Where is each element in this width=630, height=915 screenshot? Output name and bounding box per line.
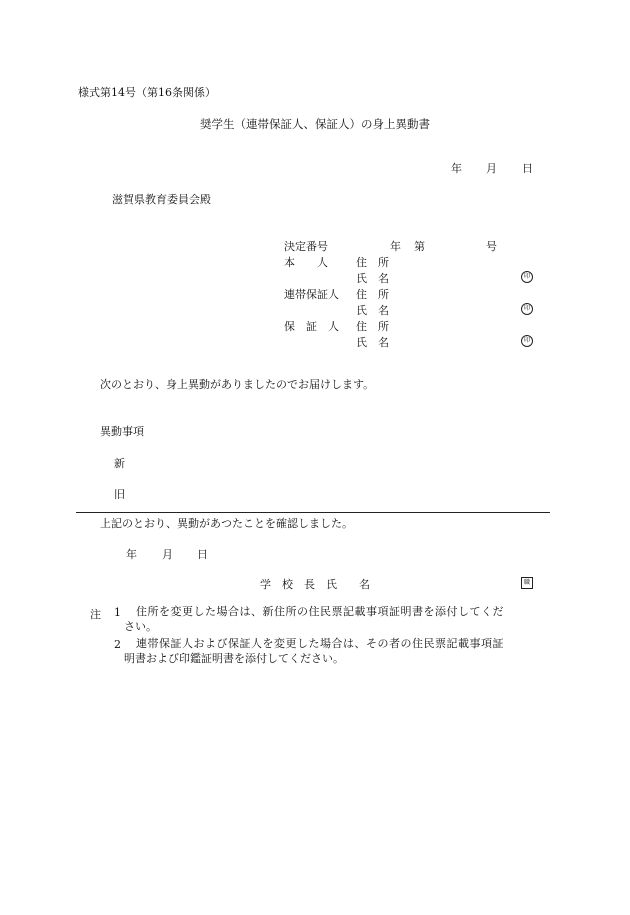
decision-dai: 第	[414, 240, 425, 253]
party-joint-name: 氏 名	[356, 304, 389, 317]
confirm-day: 日	[197, 548, 208, 561]
notes-label: 注	[90, 608, 101, 621]
form-label: 様式第14号（第16条関係）	[78, 86, 216, 99]
note-1-line2: さい。	[124, 620, 157, 633]
date-year: 年	[451, 162, 462, 175]
document-title: 奨学生（連帯保証人、保証人）の身上異動書	[200, 117, 430, 131]
party-self-name: 氏 名	[356, 272, 389, 285]
separator-line	[76, 512, 550, 513]
principal-name: 学 校 長 氏 名	[260, 578, 370, 591]
confirm-year: 年	[126, 548, 137, 561]
statement: 次のとおり、身上異動がありましたのでお届けします。	[100, 378, 375, 391]
note-2-number: 2	[114, 638, 121, 651]
seal-mark-icon: 印	[521, 335, 533, 347]
decision-go: 号	[486, 240, 497, 253]
official-seal-icon: 職	[521, 577, 533, 589]
seal-mark-icon: 印	[521, 271, 533, 283]
party-guarantor-address: 住 所	[356, 320, 389, 333]
note-2-line2: 明書および印鑑証明書を添付してください。	[124, 652, 344, 665]
date-month: 月	[486, 162, 497, 175]
change-old: 旧	[114, 488, 125, 501]
date-day: 日	[522, 162, 533, 175]
party-guarantor-name: 氏 名	[356, 336, 389, 349]
party-joint-label: 連帯保証人	[284, 288, 339, 301]
decision-year: 年	[390, 240, 401, 253]
confirm-month: 月	[162, 548, 173, 561]
note-1-number: 1	[114, 606, 121, 619]
confirm-text: 上記のとおり、異動があつたことを確認しました。	[100, 517, 353, 530]
party-self-address: 住 所	[356, 256, 389, 269]
party-guarantor-label: 保 証 人	[284, 320, 339, 333]
note-2-line1: 連帯保証人および保証人を変更した場合は、その者の住民票記載事項証	[136, 637, 504, 650]
change-new: 新	[114, 457, 125, 470]
party-joint-address: 住 所	[356, 288, 389, 301]
addressee: 滋賀県教育委員会殿	[112, 193, 211, 206]
change-heading: 異動事項	[100, 425, 144, 438]
seal-mark-icon: 印	[521, 303, 533, 315]
party-self-label: 本 人	[284, 256, 328, 269]
decision-label: 決定番号	[284, 240, 328, 253]
note-1-line1: 住所を変更した場合は、新住所の住民票記載事項証明書を添付してくだ	[136, 605, 504, 618]
